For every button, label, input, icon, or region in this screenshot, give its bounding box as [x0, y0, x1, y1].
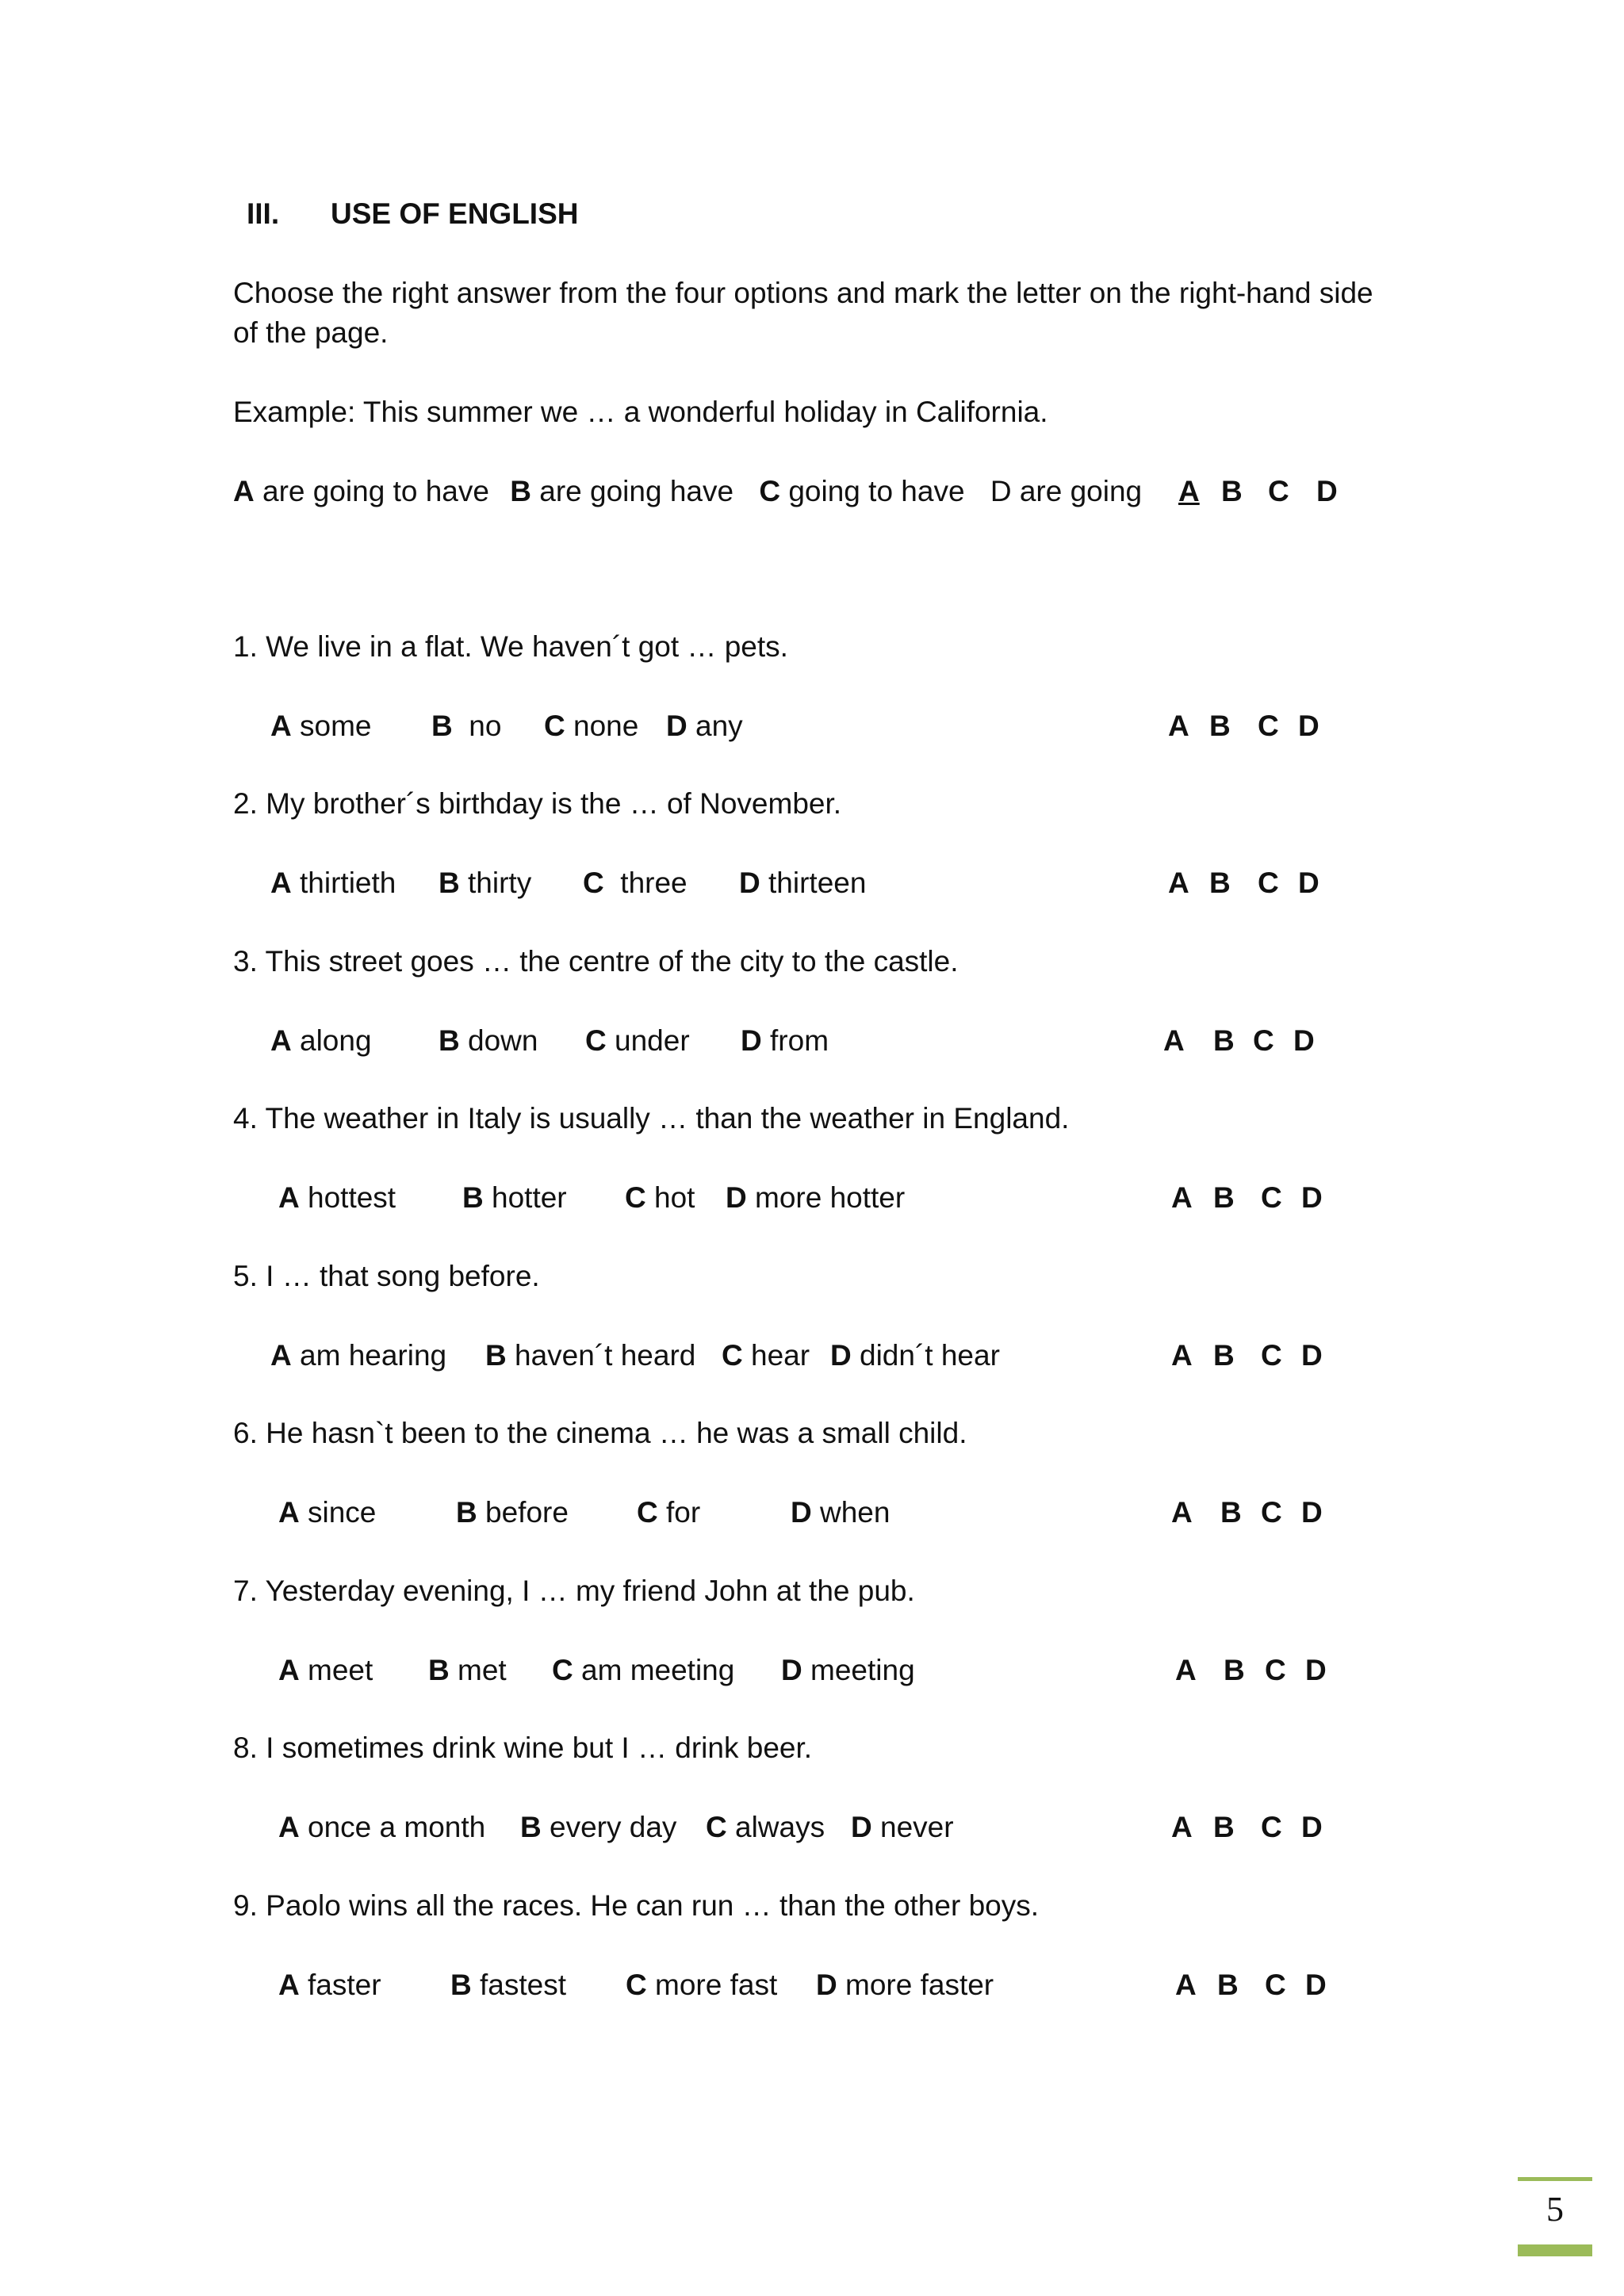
- question-2-answer-d[interactable]: D: [1298, 867, 1320, 899]
- question-3-option-c: C under: [585, 1024, 690, 1057]
- question-9-option-b: B fastest: [450, 1969, 567, 2001]
- question-5-answer-b[interactable]: B: [1213, 1339, 1235, 1372]
- question-1-answer-c[interactable]: C: [1258, 710, 1279, 742]
- question-3-answer-b[interactable]: B: [1213, 1024, 1235, 1057]
- example-option-c: C going to have: [759, 475, 965, 507]
- page-number-rule-top: [1518, 2177, 1592, 2181]
- section-number: III.: [247, 197, 280, 230]
- question-3-option-d: D from: [741, 1024, 829, 1057]
- question-4-answer-b[interactable]: B: [1213, 1181, 1235, 1214]
- question-9-option-d: D more faster: [816, 1969, 994, 2001]
- question-9-answer-b[interactable]: B: [1217, 1969, 1239, 2001]
- question-8-answer-b[interactable]: B: [1213, 1811, 1235, 1843]
- question-5-option-b: B haven´t heard: [485, 1339, 696, 1372]
- question-7-stem: 7. Yesterday evening, I … my friend John at the pub.: [233, 1575, 915, 1607]
- question-5-stem: 5. I … that song before.: [233, 1260, 540, 1292]
- question-7-answer-a[interactable]: A: [1175, 1654, 1197, 1686]
- question-9-answer-c[interactable]: C: [1265, 1969, 1286, 2001]
- question-7-answer-c[interactable]: C: [1265, 1654, 1286, 1686]
- question-6-option-d: D when: [791, 1496, 891, 1529]
- question-5-option-a: A am hearing: [270, 1339, 447, 1372]
- example-answer-d: D: [1316, 475, 1338, 507]
- question-4-answer-d[interactable]: D: [1301, 1181, 1323, 1214]
- question-8-option-a: A once a month: [278, 1811, 486, 1843]
- page-number: 5: [1546, 2190, 1564, 2229]
- question-3-answer-c[interactable]: C: [1253, 1024, 1274, 1057]
- question-9-answer-a[interactable]: A: [1175, 1969, 1197, 2001]
- instructions-line-2: of the page.: [233, 316, 389, 349]
- question-8-answer-d[interactable]: D: [1301, 1811, 1323, 1843]
- question-8-option-c: C always: [706, 1811, 825, 1843]
- question-1-option-c: C none: [544, 710, 639, 742]
- instructions: Choose the right answer from the four options and mark the letter on the right-hand side: [233, 277, 1373, 309]
- question-6-answer-d[interactable]: D: [1301, 1496, 1323, 1529]
- question-5-answer-d[interactable]: D: [1301, 1339, 1323, 1372]
- question-3-option-b: B down: [439, 1024, 538, 1057]
- question-4-option-c: C hot: [625, 1181, 695, 1214]
- example-option-a: A are going to have: [233, 475, 489, 507]
- question-8-answer-a[interactable]: A: [1171, 1811, 1193, 1843]
- question-1-answer-a[interactable]: A: [1168, 710, 1189, 742]
- question-6-answer-a[interactable]: A: [1171, 1496, 1193, 1529]
- question-7-option-b: B met: [428, 1654, 507, 1686]
- question-3-answer-d[interactable]: D: [1293, 1024, 1315, 1057]
- question-6-answer-c[interactable]: C: [1261, 1496, 1282, 1529]
- question-9-option-a: A faster: [278, 1969, 381, 2001]
- question-5-answer-c[interactable]: C: [1261, 1339, 1282, 1372]
- question-6-option-c: C for: [637, 1496, 701, 1529]
- question-5-option-c: C hear: [722, 1339, 810, 1372]
- question-4-stem: 4. The weather in Italy is usually … than the weather in England.: [233, 1102, 1070, 1135]
- question-4-option-a: A hottest: [278, 1181, 396, 1214]
- example-options: [233, 473, 1142, 511]
- example-answer-c: C: [1268, 475, 1289, 507]
- question-2-option-a: A thirtieth: [270, 867, 396, 899]
- question-4-answer-a[interactable]: A: [1171, 1181, 1193, 1214]
- question-1-answer-d[interactable]: D: [1298, 710, 1320, 742]
- question-8-option-d: D never: [851, 1811, 954, 1843]
- question-3-stem: 3. This street goes … the centre of the city to the castle.: [233, 945, 959, 978]
- question-9-option-c: C more fast: [626, 1969, 778, 2001]
- question-5-answer-a[interactable]: A: [1171, 1339, 1193, 1372]
- section-title: USE OF ENGLISH: [331, 197, 579, 230]
- question-2-answer-a[interactable]: A: [1168, 867, 1189, 899]
- question-3-option-a: A along: [270, 1024, 372, 1057]
- example-option-b: B are going have: [510, 475, 734, 507]
- question-7-option-d: D meeting: [781, 1654, 915, 1686]
- question-1-option-d: D any: [666, 710, 743, 742]
- question-4-option-b: B hotter: [462, 1181, 567, 1214]
- example-sentence: Example: This summer we … a wonderful holiday in California.: [233, 396, 1048, 428]
- question-2-stem: 2. My brother´s birthday is the … of November.: [233, 787, 842, 820]
- question-2-answer-c[interactable]: C: [1258, 867, 1279, 899]
- example-answer-a: A: [1178, 475, 1200, 507]
- question-2-option-b: B thirty: [439, 867, 532, 899]
- question-6-option-a: A since: [278, 1496, 377, 1529]
- question-2-answer-b[interactable]: B: [1209, 867, 1231, 899]
- question-1-option-a: A some: [270, 710, 372, 742]
- question-9-answer-d[interactable]: D: [1305, 1969, 1327, 2001]
- question-4-answer-c[interactable]: C: [1261, 1181, 1282, 1214]
- question-1-option-b: B no: [431, 710, 502, 742]
- question-5-option-d: D didn´t hear: [830, 1339, 1000, 1372]
- question-2-option-c: C three: [583, 867, 688, 899]
- question-6-option-b: B before: [456, 1496, 569, 1529]
- question-2-option-d: D thirteen: [739, 867, 867, 899]
- question-9-stem: 9. Paolo wins all the races. He can run … than the other boys.: [233, 1889, 1040, 1922]
- page-number-bar: [1518, 2244, 1592, 2256]
- question-8-option-b: B every day: [520, 1811, 677, 1843]
- question-8-answer-c[interactable]: C: [1261, 1811, 1282, 1843]
- question-1-stem: 1. We live in a flat. We haven´t got … pets.: [233, 630, 788, 663]
- example-option-d: D are going: [990, 475, 1143, 507]
- question-8-stem: 8. I sometimes drink wine but I … drink beer.: [233, 1732, 813, 1764]
- question-3-answer-a[interactable]: A: [1163, 1024, 1185, 1057]
- question-6-answer-b[interactable]: B: [1220, 1496, 1242, 1529]
- question-7-option-a: A meet: [278, 1654, 373, 1686]
- question-4-option-d: D more hotter: [726, 1181, 906, 1214]
- question-7-option-c: C am meeting: [552, 1654, 735, 1686]
- question-7-answer-d[interactable]: D: [1305, 1654, 1327, 1686]
- question-7-answer-b[interactable]: B: [1224, 1654, 1245, 1686]
- question-6-stem: 6. He hasn`t been to the cinema … he was a small child.: [233, 1417, 967, 1449]
- question-1-answer-b[interactable]: B: [1209, 710, 1231, 742]
- example-answer-b: B: [1221, 475, 1243, 507]
